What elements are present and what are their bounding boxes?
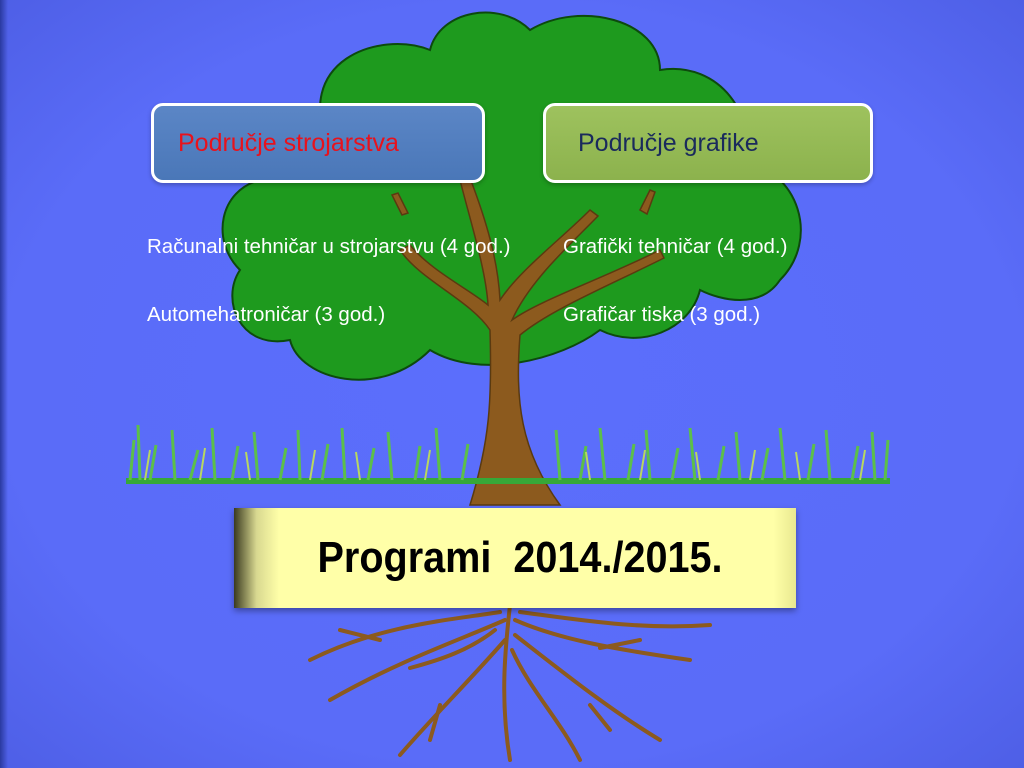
tree-roots xyxy=(310,605,710,760)
area-title: Područje grafike xyxy=(578,128,759,157)
area-box-mechanical-engineering xyxy=(151,103,485,183)
program-item: Automehatroničar (3 god.) xyxy=(147,303,386,326)
list-spacer xyxy=(563,264,883,298)
program-item: Grafičar tiska (3 god.) xyxy=(563,303,761,326)
area-box-graphics xyxy=(543,103,873,183)
program-list-graphics xyxy=(563,230,883,332)
program-item: Grafički tehničar (4 god.) xyxy=(563,235,788,258)
program-item: Računalni tehničar u strojarstvu (4 god.) xyxy=(147,235,511,258)
area-title: Područje strojarstva xyxy=(178,128,399,157)
program-list-mechanical xyxy=(147,230,527,332)
programs-year-banner xyxy=(234,508,796,608)
list-spacer xyxy=(147,264,527,298)
banner-title: Programi 2014./2015. xyxy=(317,533,723,582)
